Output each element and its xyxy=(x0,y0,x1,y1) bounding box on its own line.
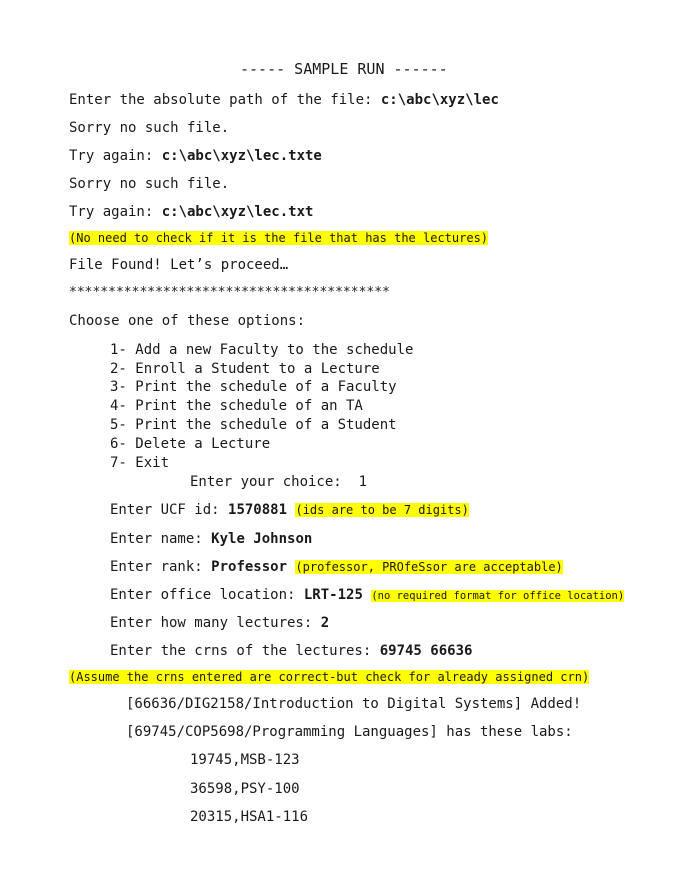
choice-value: 1 xyxy=(358,474,368,490)
choice-prompt: Enter your choice: xyxy=(190,474,359,490)
choice-line xyxy=(190,473,367,491)
lab-item-2: 36598,PSY-100 xyxy=(190,781,300,797)
rank-prompt: Enter rank: xyxy=(110,559,212,575)
lectures-value: 2 xyxy=(320,615,330,631)
office-prompt: Enter office location: xyxy=(110,587,304,603)
office-value: LRT-125 xyxy=(303,587,363,603)
error-message-1: Sorry no such file. xyxy=(69,120,230,136)
menu-item-6: 6- Delete a Lecture xyxy=(110,436,271,452)
retry-line-2 xyxy=(69,203,313,221)
path-input-1: c:\abc\xyz\lec xyxy=(380,92,499,108)
retry-prompt-1: Try again: xyxy=(69,148,162,164)
path-prompt: Enter the absolute path of the file: xyxy=(69,92,381,108)
crns-prompt: Enter the crns of the lectures: xyxy=(110,643,380,659)
crns-value: 69745 66636 xyxy=(379,643,473,659)
choose-prompt: Choose one of these options: xyxy=(69,313,306,329)
added-lecture-line: [66636/DIG2158/Introduction to Digital Systems] Added! xyxy=(126,696,582,712)
file-found-message: File Found! Let’s proceed… xyxy=(69,257,289,273)
file-note xyxy=(69,229,488,247)
retry-prompt-2: Try again: xyxy=(69,204,162,220)
menu-item-5: 5- Print the schedule of a Student xyxy=(110,417,397,433)
menu-item-4: 4- Print the schedule of an TA xyxy=(110,398,363,414)
crns-line xyxy=(110,642,472,660)
lectures-count-line xyxy=(110,614,329,632)
name-line xyxy=(110,530,312,548)
file-note-highlight: (No need to check if it is the file that has the lectures) xyxy=(69,231,489,245)
office-note: (no required format for office location) xyxy=(371,590,625,602)
lab-item-3: 20315,HSA1-116 xyxy=(190,809,309,825)
ucf-prompt: Enter UCF id: xyxy=(110,502,229,518)
menu-item-2: 2- Enroll a Student to a Lecture xyxy=(110,361,380,377)
menu-item-1: 1- Add a new Faculty to the schedule xyxy=(110,342,414,358)
retry-line-1 xyxy=(69,147,322,165)
menu-item-3: 3- Print the schedule of a Faculty xyxy=(110,379,397,395)
name-value: Kyle Johnson xyxy=(211,531,313,547)
error-message-2: Sorry no such file. xyxy=(69,176,230,192)
page-title: ----- SAMPLE RUN ------ xyxy=(240,60,448,78)
labs-header-line: [69745/COP5698/Programming Languages] has these labs: xyxy=(126,724,573,740)
separator-stars: ***************************************** xyxy=(69,285,390,300)
crn-note xyxy=(69,668,589,686)
name-prompt: Enter name: xyxy=(110,531,212,547)
rank-value: Professor xyxy=(211,559,288,575)
path-input-3: c:\abc\xyz\lec.txt xyxy=(161,204,314,220)
office-line xyxy=(110,586,624,605)
rank-line xyxy=(110,558,563,576)
ucf-note: (ids are to be 7 digits) xyxy=(295,503,469,517)
crn-note-highlight: (Assume the crns entered are correct-but check for already assigned crn) xyxy=(69,670,590,684)
ucf-line xyxy=(110,501,469,519)
path-input-2: c:\abc\xyz\lec.txte xyxy=(161,148,322,164)
menu-item-7: 7- Exit xyxy=(110,455,170,471)
rank-note: (professor, PROfeSsor are acceptable) xyxy=(295,560,563,574)
lab-item-1: 19745,MSB-123 xyxy=(190,752,300,768)
ucf-value: 1570881 xyxy=(228,502,288,518)
path-prompt-line xyxy=(69,91,499,109)
lectures-prompt: Enter how many lectures: xyxy=(110,615,321,631)
